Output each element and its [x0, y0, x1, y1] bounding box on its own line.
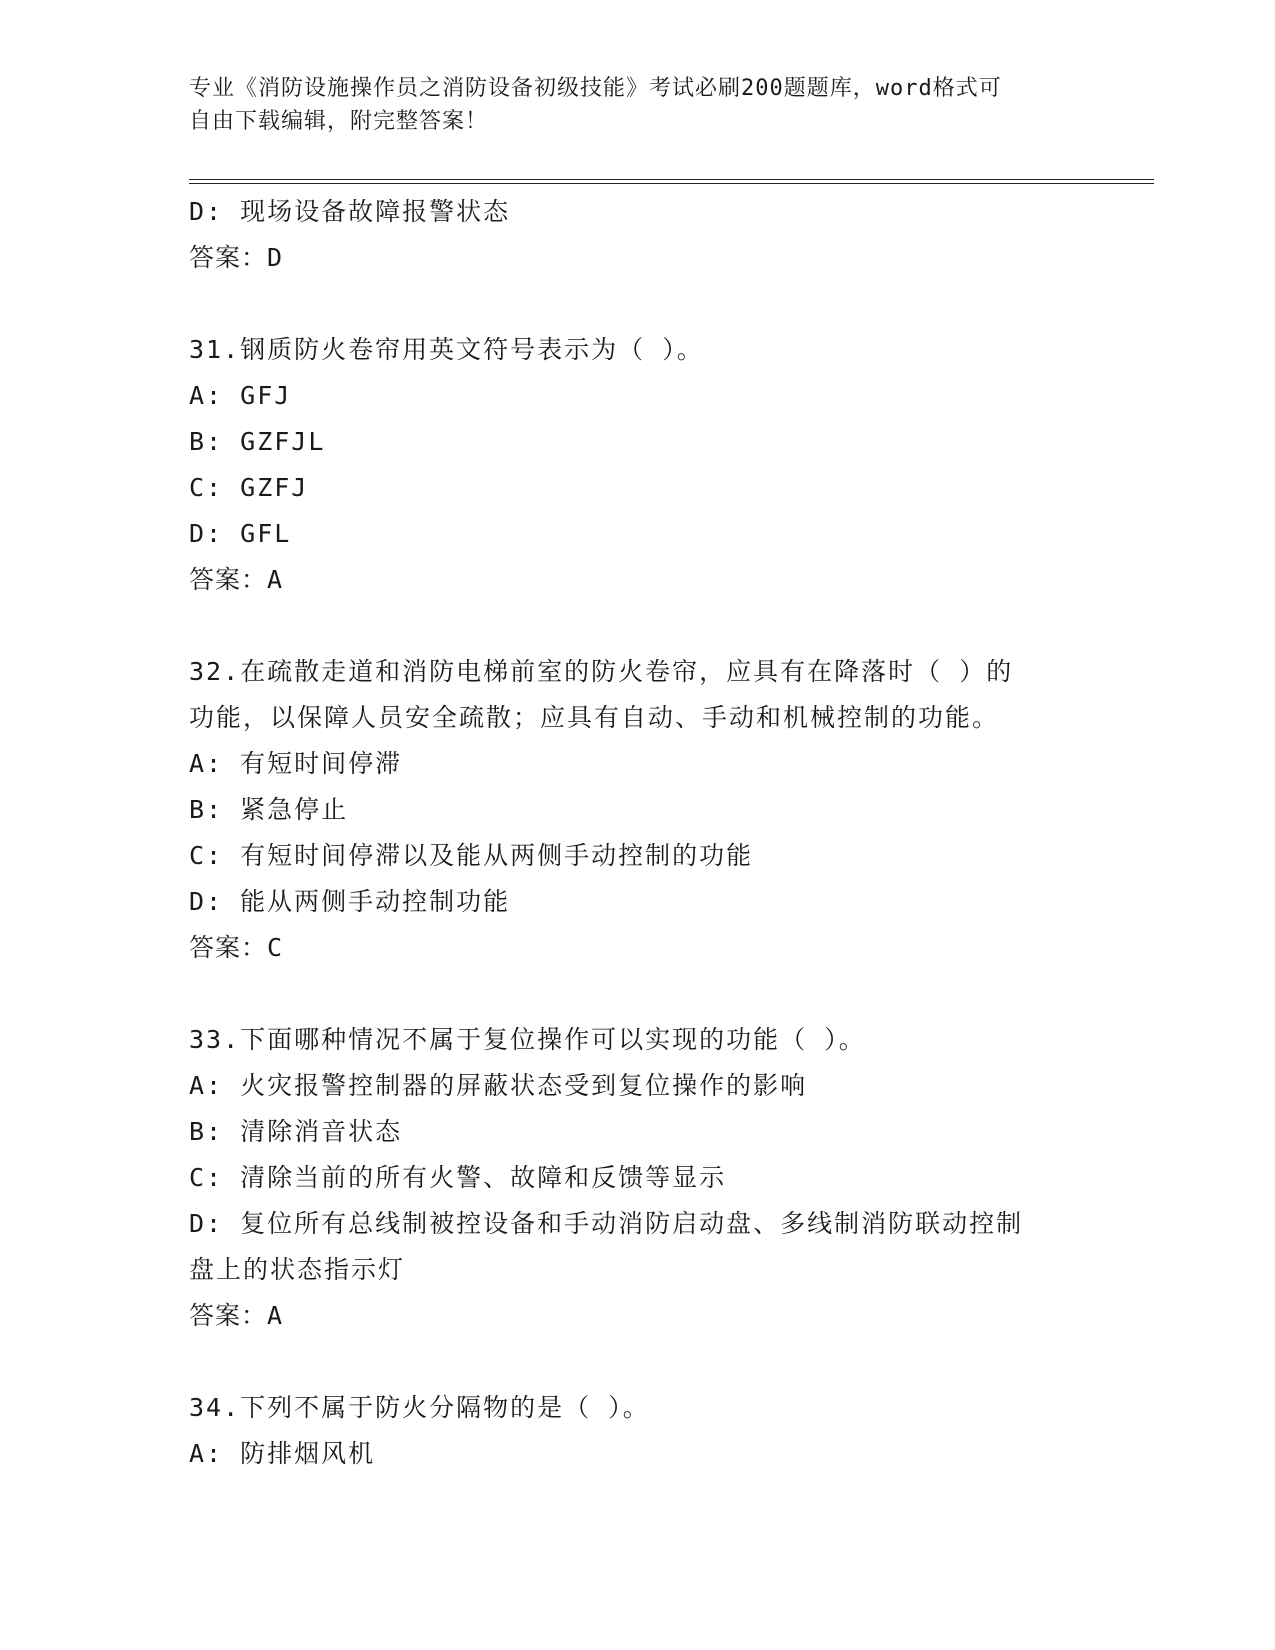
spacer — [189, 971, 1089, 1017]
option-a: A: GFJ — [189, 381, 292, 410]
question-34 — [189, 1385, 1089, 1477]
answer-line — [189, 557, 1089, 603]
answer-line — [189, 1293, 1089, 1339]
option-d: D: GFL — [189, 519, 292, 548]
question-stem: 34.下列不属于防火分隔物的是（ ）。 — [189, 1393, 650, 1422]
question-stem-line-1: 32.在疏散走道和消防电梯前室的防火卷帘，应具有在降落时（ ）的 — [189, 657, 1014, 686]
spacer — [189, 1339, 1089, 1385]
option-c: C: 清除当前的所有火警、故障和反馈等显示 — [189, 1163, 727, 1192]
header-line-2: 自由下载编辑，附完整答案！ — [189, 109, 489, 134]
spacer — [189, 603, 1089, 649]
answer-value: C — [267, 933, 284, 962]
option-d: D: 能从两侧手动控制功能 — [189, 887, 511, 916]
answer-label: 答案： — [189, 1301, 268, 1330]
header-rule-bottom — [189, 183, 1154, 184]
answer-value: A — [267, 565, 284, 594]
document-body — [189, 189, 1089, 1477]
question-stem: 33.下面哪种情况不属于复位操作可以实现的功能（ ）。 — [189, 1025, 866, 1054]
header-line-1: 专业《消防设施操作员之消防设备初级技能》考试必刷200题题库，word格式可 — [189, 76, 1002, 101]
answer-label: 答案： — [189, 565, 268, 594]
option-a: A: 有短时间停滞 — [189, 749, 403, 778]
spacer — [189, 281, 1089, 327]
answer-value: A — [267, 1301, 284, 1330]
option-a: A: 防排烟风机 — [189, 1439, 376, 1468]
answer-line — [189, 925, 1089, 971]
answer-value: D — [267, 243, 284, 272]
option-d: D: 现场设备故障报警状态 — [189, 197, 511, 226]
option-d-line-1: D: 复位所有总线制被控设备和手动消防启动盘、多线制消防联动控制 — [189, 1209, 1024, 1238]
question-stem: 31.钢质防火卷帘用英文符号表示为（ ）。 — [189, 335, 704, 364]
option-b: B: GZFJL — [189, 427, 326, 456]
question-stem-line-2: 功能，以保障人员安全疏散；应具有自动、手动和机械控制的功能。 — [189, 703, 1000, 732]
option-b: B: 紧急停止 — [189, 795, 349, 824]
answer-line — [189, 235, 1089, 281]
option-b: B: 清除消音状态 — [189, 1117, 403, 1146]
option-a: A: 火灾报警控制器的屏蔽状态受到复位操作的影响 — [189, 1071, 808, 1100]
header-rule-top — [189, 179, 1154, 180]
question-30-tail — [189, 189, 1089, 281]
option-c: C: GZFJ — [189, 473, 309, 502]
option-c: C: 有短时间停滞以及能从两侧手动控制的功能 — [189, 841, 754, 870]
question-32 — [189, 649, 1089, 971]
question-31 — [189, 327, 1089, 603]
answer-label: 答案： — [189, 243, 268, 272]
question-33 — [189, 1017, 1089, 1339]
answer-label: 答案： — [189, 933, 268, 962]
option-d-line-2: 盘上的状态指示灯 — [189, 1255, 406, 1284]
document-header — [189, 72, 1089, 138]
